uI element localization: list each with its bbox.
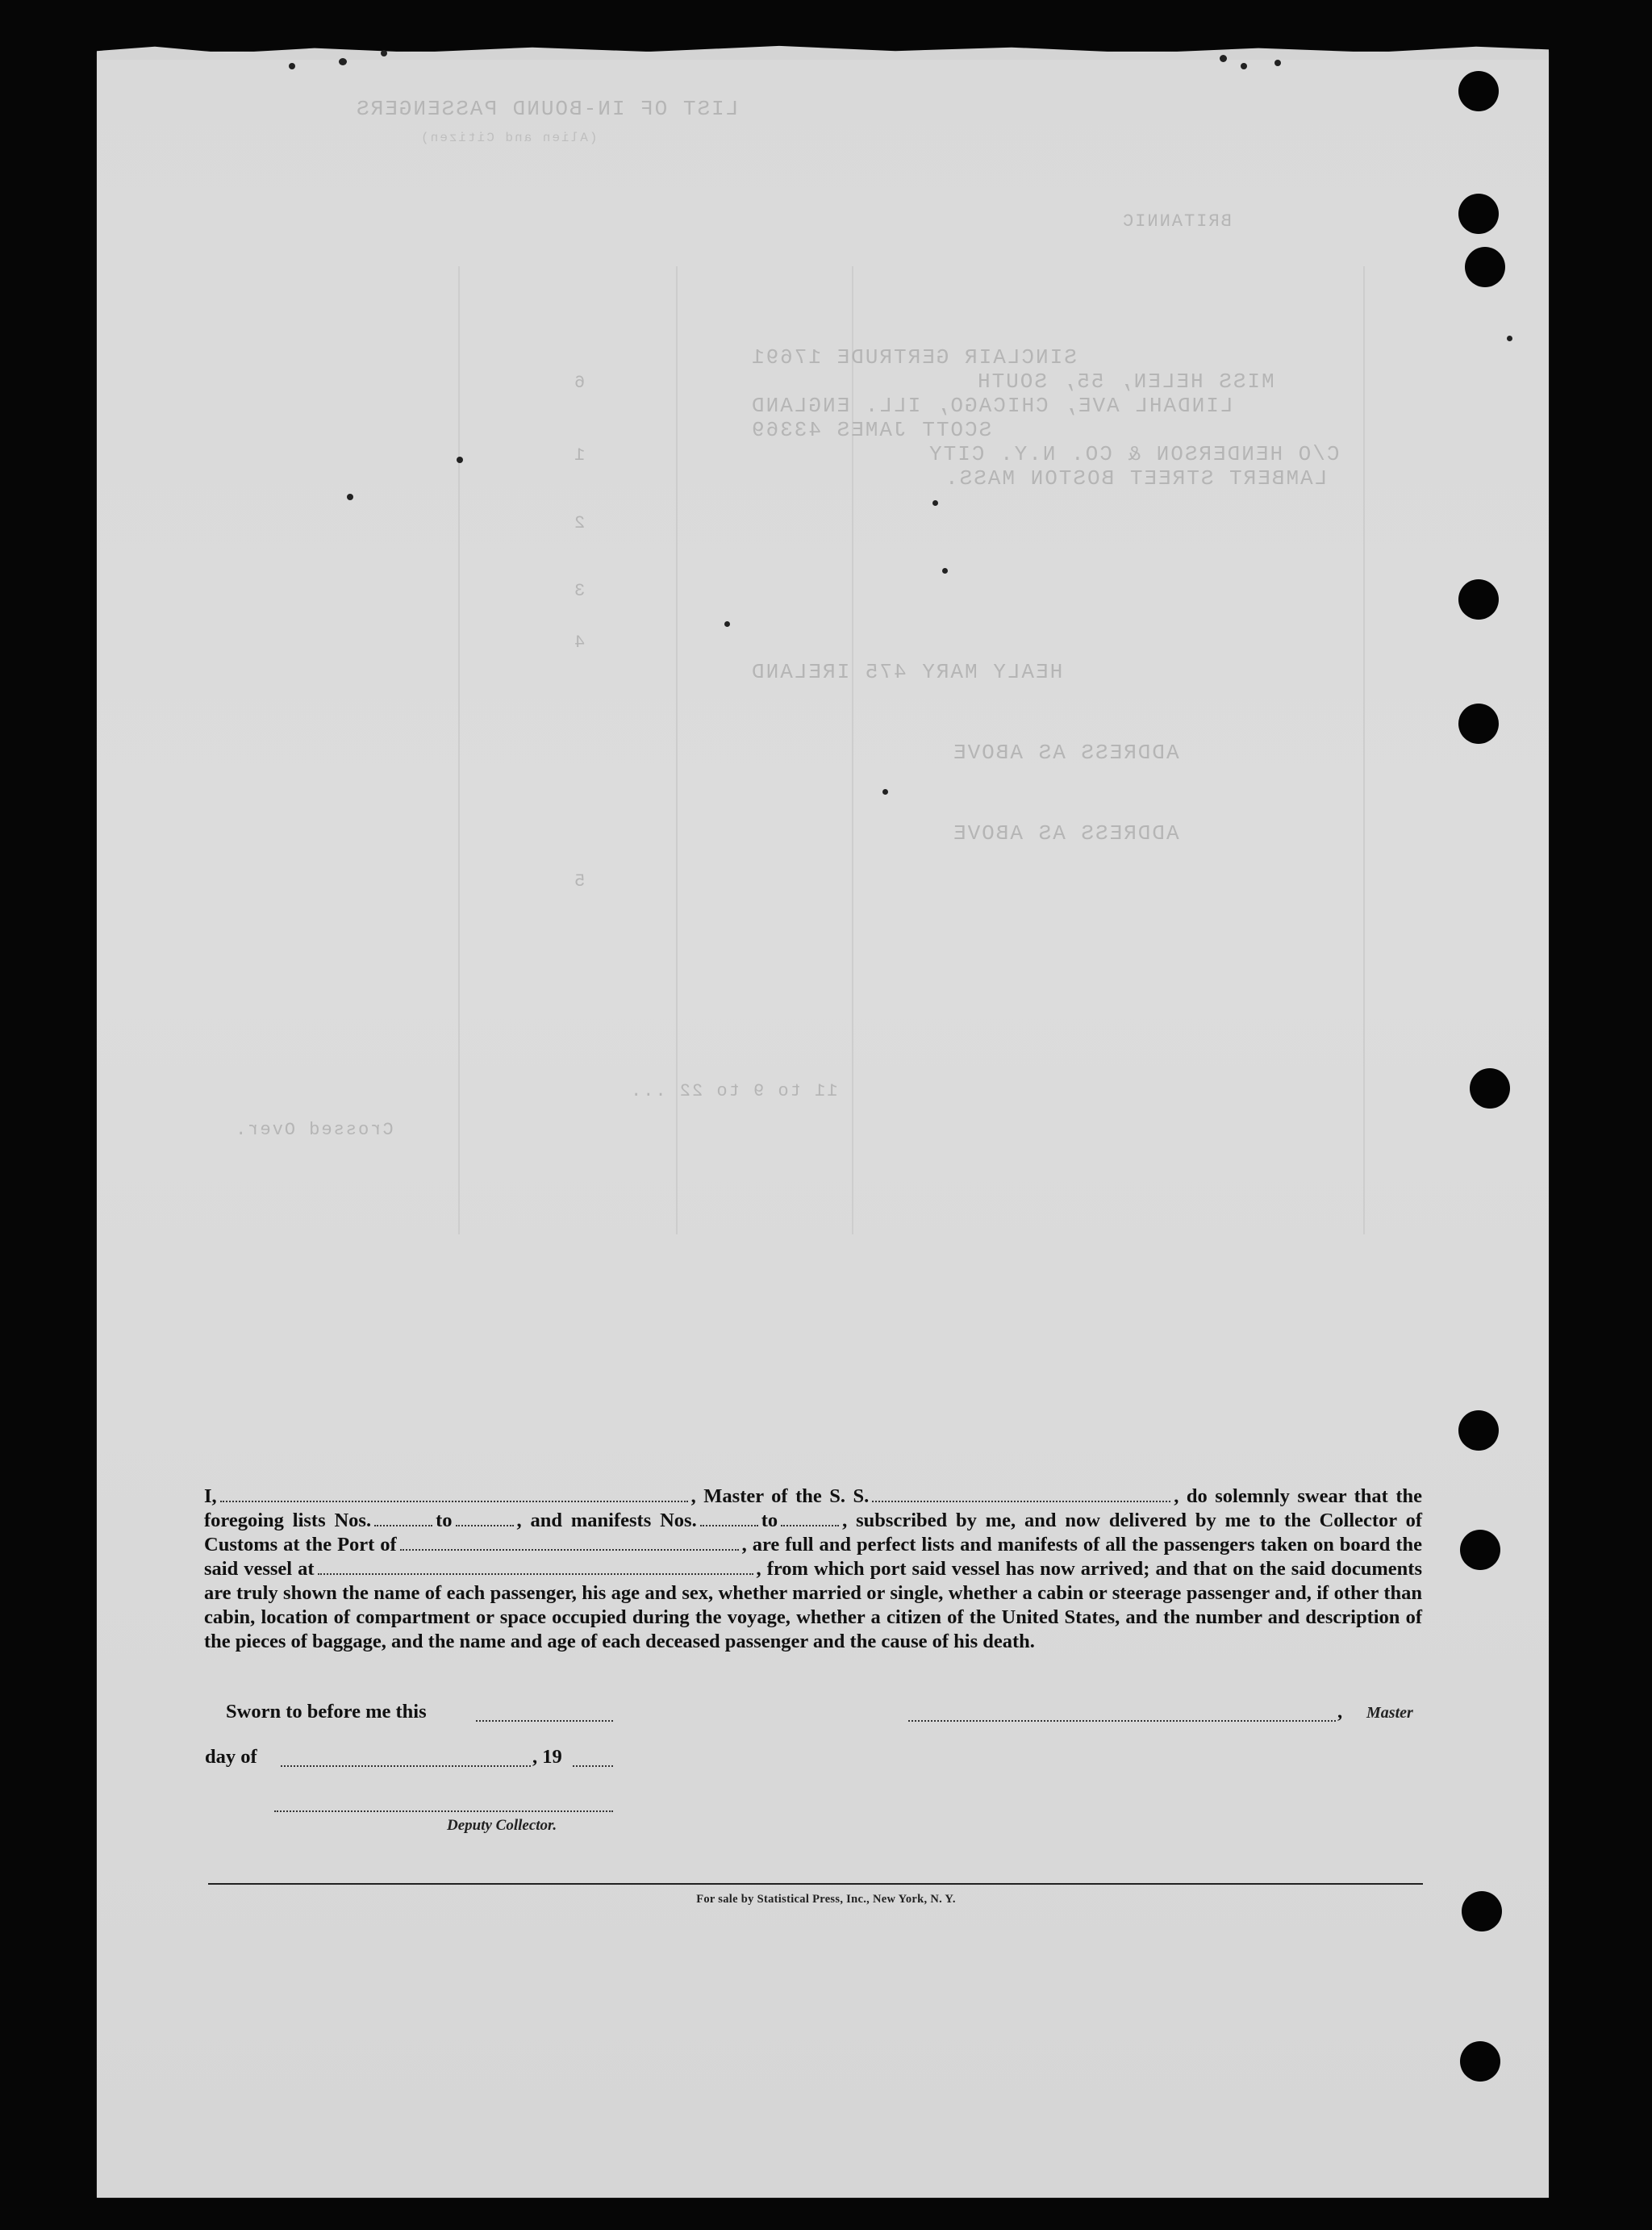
oath-delivered: delivered by me to the Collector of Customs at the Port of (204, 1510, 1423, 1556)
port-of-arrival-blank[interactable] (400, 1533, 739, 1551)
ghost-column-rule (458, 266, 460, 1234)
ink-speck (1241, 63, 1247, 69)
ink-speck (932, 500, 938, 506)
sworn-day-blank[interactable] (476, 1720, 613, 1722)
ghost-nationality: BRITANNIC (1121, 211, 1232, 232)
ghost-row-number: 6 (573, 373, 586, 393)
oath-to-2: to (761, 1510, 778, 1531)
vessel-name-blank[interactable] (872, 1485, 1170, 1502)
punch-hole (1460, 2041, 1500, 2082)
list-from-blank[interactable] (374, 1509, 432, 1526)
ghost-passenger-line: LINDAHL AVE, CHICAGO, ILL. ENGLAND (750, 394, 1233, 418)
master-label: Master (1366, 1704, 1413, 1722)
ghost-column-rule (1363, 266, 1365, 1234)
ghost-passenger-line: ADDRESS AS ABOVE (952, 821, 1179, 846)
punch-hole (1458, 194, 1499, 234)
oath-are-full: , are full and perfect lists and (741, 1534, 992, 1556)
ghost-passenger-line: MISS HELEN, 55, SOUTH (976, 370, 1274, 394)
ghost-passenger-line: HEALY MARY 475 IRELAND (750, 660, 1063, 684)
ghost-row-number: 2 (573, 513, 586, 533)
punch-hole (1458, 71, 1499, 111)
ink-speck (457, 457, 463, 463)
port-of-departure-blank[interactable] (318, 1557, 753, 1575)
oath-subscribed: , subscribed by me, and now (842, 1510, 1100, 1531)
oath-swear-lists: swear that the foregoing lists Nos. (204, 1485, 1423, 1531)
publisher-imprint: For sale by Statistical Press, Inc., New York, N. Y. (696, 1893, 956, 1906)
ink-speck (1220, 55, 1227, 62)
manifest-from-blank[interactable] (700, 1509, 758, 1526)
manifest-to-blank[interactable] (781, 1509, 839, 1526)
ink-speck (339, 58, 347, 65)
oath-do-solemnly: , do solemnly (1174, 1485, 1290, 1507)
year-blank[interactable] (573, 1765, 613, 1767)
punch-hole (1458, 704, 1499, 744)
year-prefix: , 19 (532, 1746, 562, 1768)
ink-speck (942, 568, 948, 574)
bottom-rule (208, 1883, 1423, 1885)
list-to-blank[interactable] (456, 1509, 514, 1526)
oath-manifests-all: manifests of all the passengers taken on board the said vessel at (204, 1534, 1422, 1580)
punch-hole (1465, 247, 1505, 287)
ink-speck (347, 494, 353, 500)
master-comma: , (1337, 1701, 1343, 1723)
ink-speck (1507, 336, 1512, 341)
ghost-passenger-line: LAMBERT STREET BOSTON MASS. (944, 466, 1328, 491)
ghost-passenger-line: SINCLAIR GERTRUDE 17691 (750, 345, 1077, 370)
punch-hole (1458, 1410, 1499, 1451)
master-signature-blank[interactable] (908, 1720, 1336, 1722)
master-name-blank[interactable] (220, 1485, 688, 1502)
ghost-passenger-line: SCOTT JAMES 43369 (750, 418, 992, 442)
day-of-label: day of (205, 1746, 257, 1768)
torn-top-edge (97, 45, 1549, 60)
oath-from-which: , from which (756, 1558, 865, 1580)
oath-opening: I, (204, 1485, 217, 1507)
ghost-row-number: 4 (573, 633, 586, 653)
punch-hole (1470, 1068, 1510, 1109)
ghost-row-number: 5 (573, 871, 586, 892)
ink-speck (289, 63, 295, 69)
ghost-passenger-line: ADDRESS AS ABOVE (952, 741, 1179, 765)
ink-speck (882, 789, 888, 795)
deputy-collector-label: Deputy Collector. (447, 1817, 557, 1834)
ghost-row-number: 3 (573, 581, 586, 601)
ghost-subtitle: (Alien and Citizen) (419, 131, 598, 145)
ink-speck (724, 621, 730, 627)
punch-hole (1458, 579, 1499, 620)
oath-master-of: , Master of the S. S. (690, 1485, 870, 1507)
oath-to: to (436, 1510, 453, 1531)
oath-body: port said vessel has now arrived; and that on the said documents are truly shown the name of each passenger, his age and sex, whether married or single, whether a cabin or steerage passenger and, if other than cabin, location of compartment or space occupied during the voyage, whether a citizen of the United States, and the number and description of the pieces of baggage, and the name and age of each deceased passenger and the cause of his death. (204, 1558, 1422, 1652)
ghost-stamp-line: Crossed Over. (234, 1120, 394, 1140)
ghost-title: LIST OF IN-BOUND PASSENGERS (355, 97, 739, 121)
oath-and-manifests: , and manifests Nos. (516, 1510, 697, 1531)
ghost-row-number: 1 (573, 445, 586, 466)
ghost-footer-line: 11 to 9 to 22 ... (629, 1081, 838, 1101)
deputy-collector-signature-blank[interactable] (274, 1810, 613, 1812)
ink-speck (1274, 60, 1281, 66)
punch-hole (1460, 1530, 1500, 1570)
ghost-passenger-line: C/O HENDERSON & CO. N.Y. CITY (928, 442, 1340, 466)
sworn-text: Sworn to before me this (226, 1701, 427, 1723)
oath-paragraph (204, 1485, 1422, 1654)
ink-speck (381, 50, 387, 56)
month-blank[interactable] (281, 1765, 531, 1767)
